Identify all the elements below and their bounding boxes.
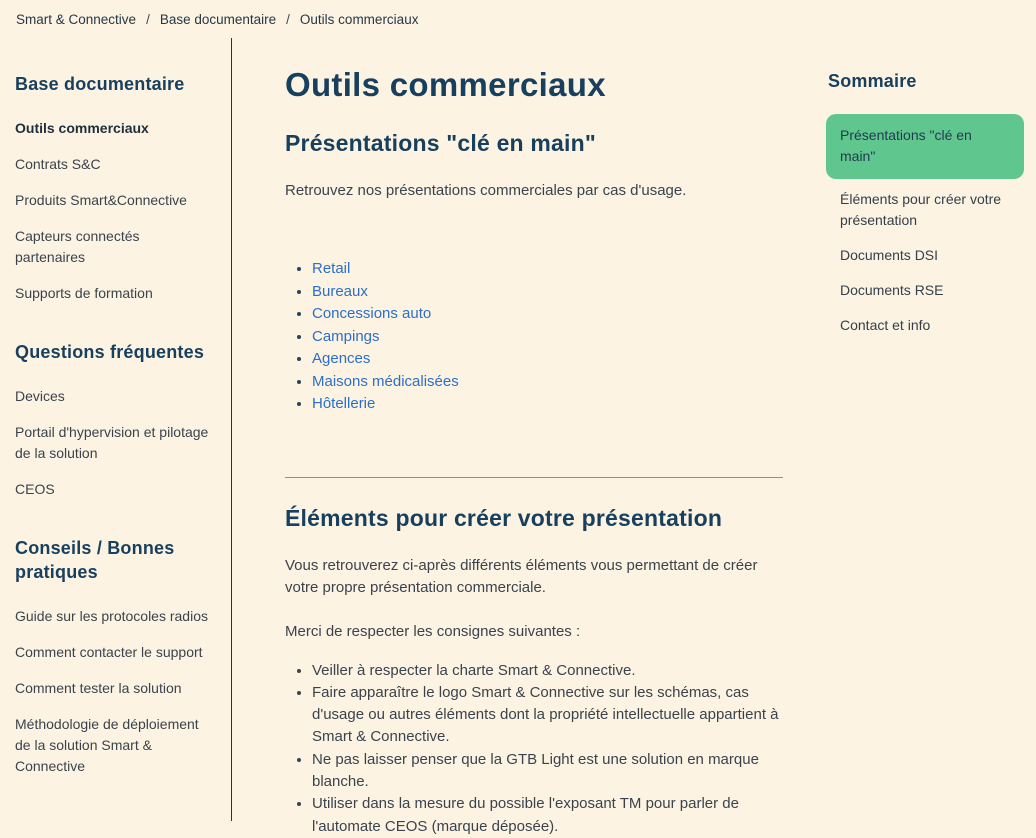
breadcrumb-separator: /: [286, 11, 290, 27]
sidebar-item-capteurs-connectes[interactable]: Capteurs connectés partenaires: [15, 228, 140, 265]
guideline-item: • Utiliser dans la mesure du possible l'exposant TM pour parler de l'automate CEOS (marque déposée).: [312, 793, 783, 838]
section-intro: Retrouvez nos présentations commerciales par cas d'usage.: [285, 182, 687, 199]
sidebar-section-title: Conseils / Bonnes pratiques: [15, 538, 175, 582]
link-campings[interactable]: Campings: [312, 327, 380, 345]
sidebar-section-title: Questions fréquentes: [15, 342, 205, 362]
breadcrumb-item-outils-commerciaux[interactable]: Outils commerciaux: [299, 11, 419, 27]
link-agences[interactable]: Agences: [312, 350, 371, 367]
toc-item-elements-presentation[interactable]: Éléments pour créer votre présentation: [840, 191, 1002, 228]
toc-item-documents-rse[interactable]: Documents RSE: [840, 282, 944, 298]
sidebar-item-contacter-support[interactable]: Comment contacter le support: [15, 644, 203, 660]
table-of-contents: [826, 38, 1024, 821]
sidebar: [0, 38, 232, 821]
breadcrumb-item-smart-connective[interactable]: Smart & Connective: [16, 11, 137, 27]
link-concessions-auto[interactable]: Concessions auto: [312, 305, 432, 322]
breadcrumb-separator: /: [146, 11, 150, 27]
breadcrumb: [0, 0, 1036, 38]
section-divider: [285, 477, 783, 478]
sidebar-item-ceos[interactable]: CEOS: [15, 481, 55, 497]
sidebar-item-devices[interactable]: Devices: [15, 388, 65, 404]
guideline-item: • Veiller à respecter la charte Smart & Connective.: [312, 660, 783, 682]
sidebar-section-questions-frequentes: [15, 340, 213, 500]
list-item: [312, 281, 783, 304]
section-presentations-cle-en-main: [285, 130, 783, 416]
toc-item-presentations-cle-en-main[interactable]: Présentations "clé en main": [826, 114, 1024, 179]
page-layout: [0, 38, 1036, 835]
guideline-item: • Ne pas laisser penser que la GTB Light est une solution en marque blanche.: [312, 749, 783, 794]
list-item: [312, 326, 783, 349]
sidebar-item-contrats-sc[interactable]: Contrats S&C: [15, 156, 101, 172]
page-title: Outils commerciaux: [285, 66, 606, 103]
sidebar-section-base-documentaire: [15, 72, 213, 304]
section-paragraph: Vous retrouverez ci-après différents éléments vous permettant de créer votre propre présentation commerciale.: [285, 556, 758, 596]
section-elements-presentation: [285, 505, 783, 838]
sidebar-item-guide-protocoles-radios[interactable]: Guide sur les protocoles radios: [15, 608, 208, 624]
sidebar-item-produits-smart-connective[interactable]: Produits Smart&Connective: [15, 192, 187, 208]
main-content: [285, 38, 783, 835]
list-item: [312, 348, 783, 371]
link-maisons-medicalisees[interactable]: Maisons médicalisées: [312, 372, 459, 390]
guideline-item: • Faire apparaître le logo Smart & Connective sur les schémas, cas d'usage ou autres éléments dont la propriété intellectuelle appartient à Smart & Connective.: [312, 682, 783, 749]
list-item: [312, 393, 783, 416]
sidebar-item-methodologie-deploiement[interactable]: Méthodologie de déploiement de la solution Smart & Connective: [15, 716, 199, 774]
toc-list: [826, 114, 1024, 336]
guidelines-bullet-list: [285, 660, 783, 838]
list-item: [312, 258, 783, 281]
section-paragraph: Merci de respecter les consignes suivantes :: [285, 622, 581, 640]
toc-title: Sommaire: [828, 71, 917, 91]
section-heading-presentations: Présentations "clé en main": [285, 130, 596, 156]
sidebar-section-conseils: [15, 536, 213, 777]
sidebar-item-portail-hypervision[interactable]: Portail d'hypervision et pilotage de la solution: [15, 424, 209, 461]
toc-item-documents-dsi[interactable]: Documents DSI: [840, 247, 939, 263]
link-retail[interactable]: Retail: [312, 260, 351, 277]
sidebar-item-supports-formation[interactable]: Supports de formation: [15, 285, 153, 301]
list-item: [312, 371, 783, 394]
use-case-link-list: [285, 258, 783, 416]
link-bureaux[interactable]: Bureaux: [312, 282, 368, 300]
section-heading-elements: Éléments pour créer votre présentation: [285, 504, 723, 531]
link-hotellerie[interactable]: Hôtellerie: [312, 395, 376, 412]
sidebar-item-tester-solution[interactable]: Comment tester la solution: [15, 680, 182, 696]
sidebar-section-title: Base documentaire: [15, 74, 185, 94]
breadcrumb-item-base-documentaire[interactable]: Base documentaire: [159, 11, 277, 27]
toc-item-contact-et-info[interactable]: Contact et info: [840, 317, 931, 333]
list-item: [312, 303, 783, 326]
sidebar-item-outils-commerciaux[interactable]: Outils commerciaux: [15, 120, 149, 136]
